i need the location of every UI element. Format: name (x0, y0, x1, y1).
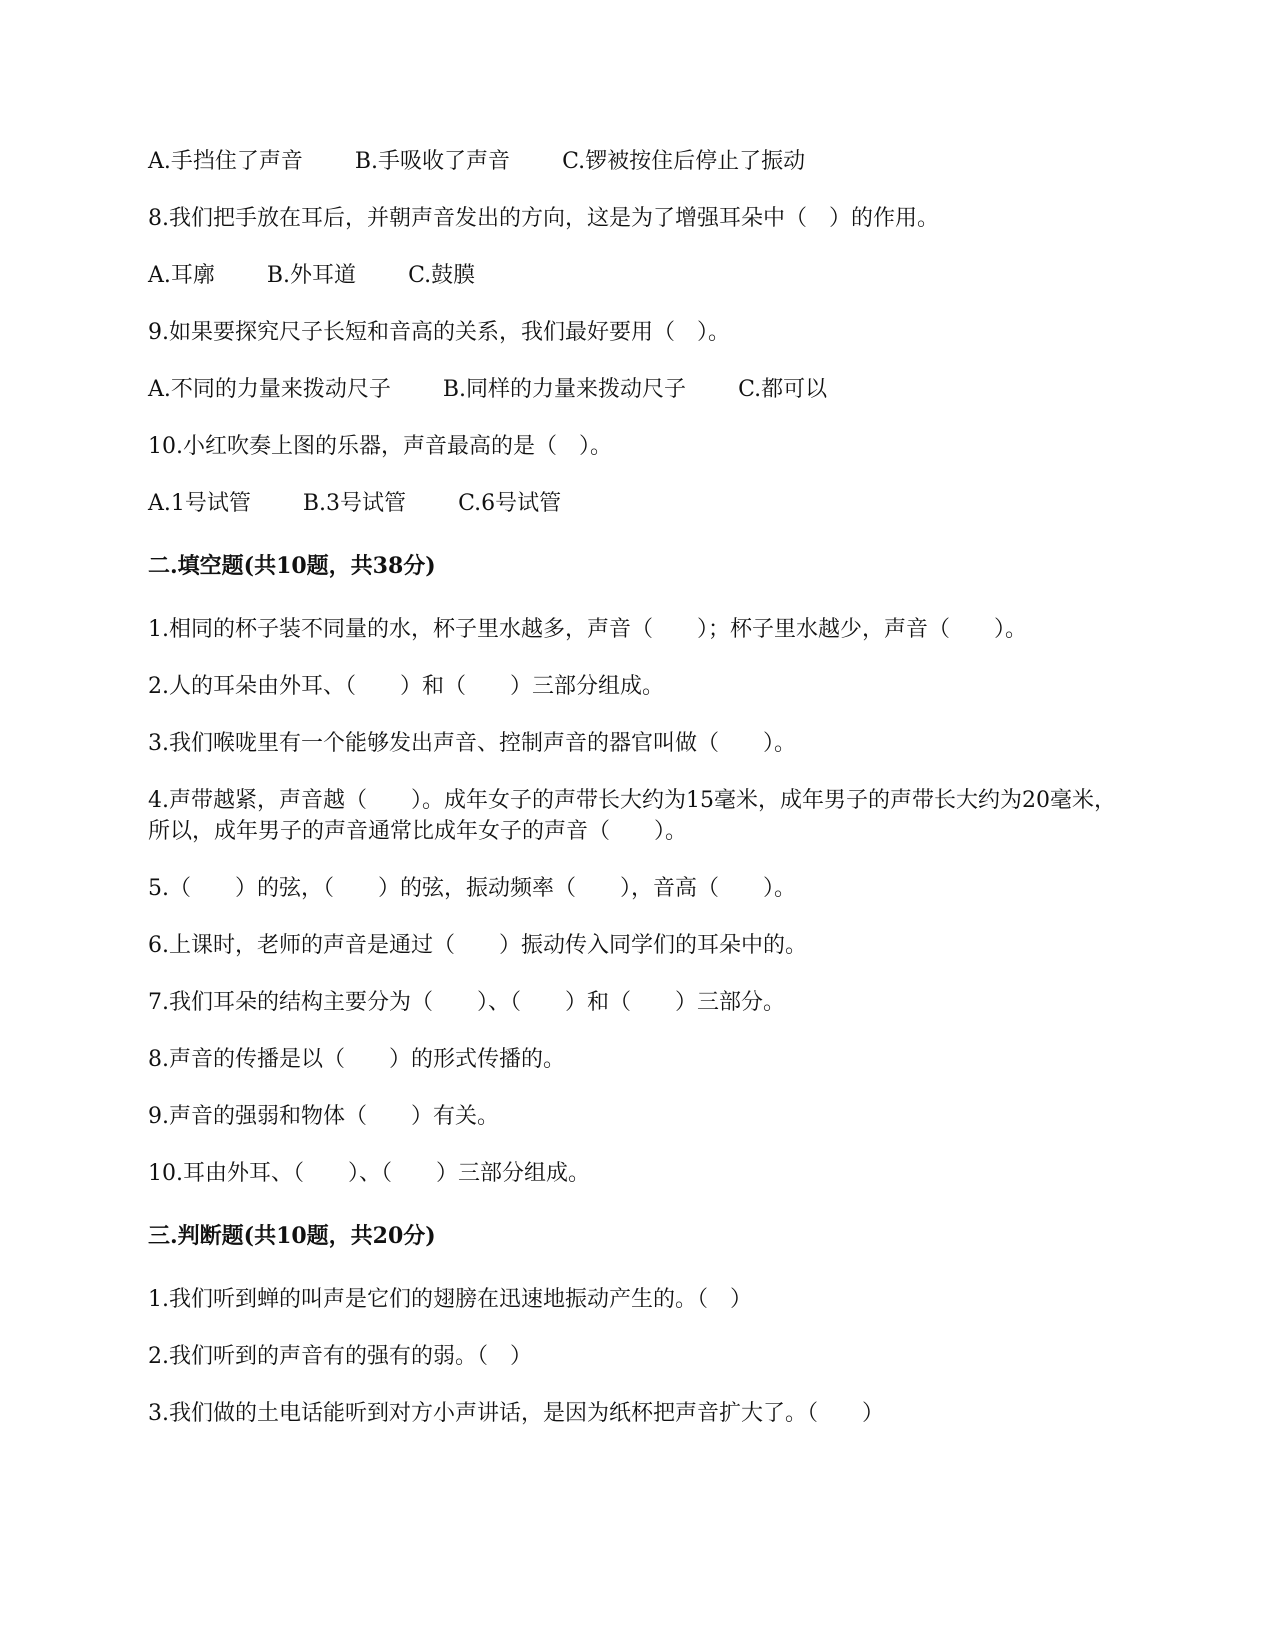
fill-question-7: 7.我们耳朵的结构主要分为（ ）、（ ）和（ ）三部分。 (148, 990, 785, 1015)
option-c: C.6号试管 (458, 491, 562, 516)
fill-question-8: 8.声音的传播是以（ ）的形式传播的。 (148, 1047, 565, 1072)
option-c: C.都可以 (738, 377, 828, 402)
option-a: A.1号试管 (148, 491, 251, 516)
question-9: 9.如果要探究尺子长短和音高的关系，我们最好要用（ ）。 (148, 320, 730, 345)
question-8: 8.我们把手放在耳后，并朝声音发出的方向，这是为了增强耳朵中（ ）的作用。 (148, 206, 939, 231)
fill-question-5: 5.（ ）的弦，（ ）的弦，振动频率（ ），音高（ ）。 (148, 876, 796, 901)
option-a: A.手挡住了声音 (148, 149, 303, 174)
fill-question-1: 1.相同的杯子装不同量的水，杯子里水越多，声音（ ）；杯子里水越少，声音（ ）。 (148, 617, 1027, 642)
section-3-title: 三.判断题(共10题，共20分) (148, 1223, 436, 1249)
question-10-options (148, 488, 1128, 519)
fill-question-3: 3.我们喉咙里有一个能够发出声音、控制声音的器官叫做（ ）。 (148, 731, 796, 756)
judge-question-2: 2.我们听到的声音有的强有的弱。（ ） (148, 1344, 532, 1369)
judge-question-1: 1.我们听到蝉的叫声是它们的翅膀在迅速地振动产生的。（ ） (148, 1287, 752, 1312)
option-a: A.耳廓 (148, 263, 215, 288)
fill-question-9: 9.声音的强弱和物体（ ）有关。 (148, 1104, 499, 1129)
option-b: B.外耳道 (266, 263, 357, 288)
question-7-options (148, 146, 1128, 177)
option-b: B.手吸收了声音 (354, 149, 511, 174)
option-b: B.3号试管 (302, 491, 407, 516)
question-9-options (148, 374, 1128, 405)
fill-question-2: 2.人的耳朵由外耳、（ ）和（ ）三部分组成。 (148, 674, 664, 699)
option-a: A.不同的力量来拨动尺子 (148, 377, 391, 402)
fill-question-10: 10.耳由外耳、（ ）、（ ）三部分组成。 (148, 1161, 590, 1186)
section-2-title: 二.填空题(共10题，共38分) (148, 553, 436, 579)
question-10: 10.小红吹奏上图的乐器，声音最高的是（ ）。 (148, 434, 612, 459)
option-c: C.鼓膜 (408, 263, 476, 288)
fill-question-6: 6.上课时，老师的声音是通过（ ）振动传入同学们的耳朵中的。 (148, 933, 807, 958)
option-b: B.同样的力量来拨动尺子 (442, 377, 687, 402)
exam-page (148, 146, 1128, 1429)
question-8-options (148, 260, 1128, 291)
option-c: C.锣被按住后停止了振动 (562, 149, 806, 174)
fill-question-4: 4.声带越紧，声音越（ ）。成年女子的声带长大约为15毫米，成年男子的声带长大约为20毫米，所以，成年男子的声音通常比成年女子的声音（ ）。 (148, 788, 1116, 844)
judge-question-3: 3.我们做的土电话能听到对方小声讲话，是因为纸杯把声音扩大了。（ ） (148, 1401, 884, 1426)
